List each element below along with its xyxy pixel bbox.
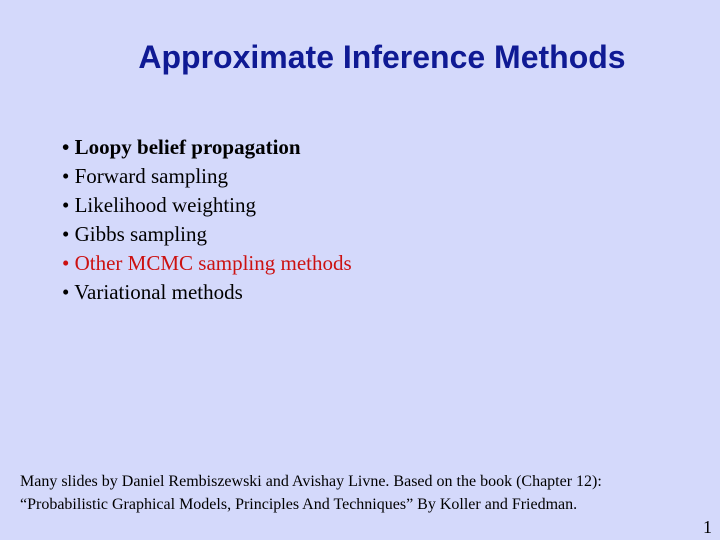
bullet-variational-methods: • Variational methods [62,280,243,304]
bullet-gibbs-sampling: • Gibbs sampling [62,222,208,246]
bullet-loopy-belief-propagation: • Loopy belief propagation [62,135,301,159]
bullet-other-mcmc-methods: • Other MCMC sampling methods [62,251,352,275]
credits-note [20,470,602,516]
bullet-likelihood-weighting: • Likelihood weighting [62,193,256,217]
credits-line-1: Many slides by Daniel Rembiszewski and Avishay Livne. Based on the book (Chapter 12): [20,473,602,490]
slide-title: Approximate Inference Methods [138,39,626,75]
bullet-list [62,133,352,307]
credits-line-2: “Probabilistic Graphical Models, Principles And Techniques” By Koller and Friedman. [20,496,578,513]
slide-number: 1 [703,517,712,537]
bullet-forward-sampling: • Forward sampling [62,164,229,188]
